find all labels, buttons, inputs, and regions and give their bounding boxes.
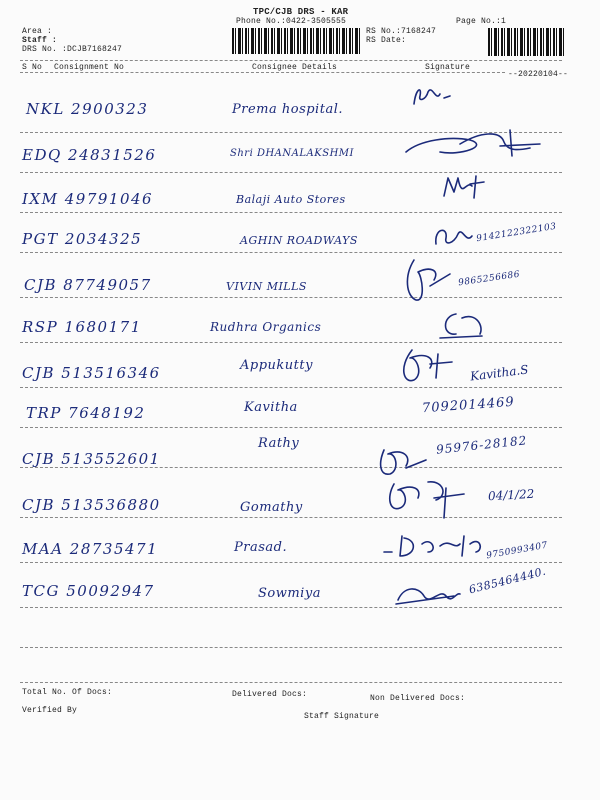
consignee-name: AGHIN ROADWAYS <box>240 234 358 247</box>
consignee-name: Kavitha <box>244 400 298 415</box>
signature-mark <box>432 222 482 252</box>
row-rule <box>20 252 562 253</box>
consignee-name: VIVIN MILLS <box>226 280 307 293</box>
consignee-name: Prema hospital. <box>232 102 343 117</box>
signature-mark <box>400 126 550 166</box>
phone-note: 7092014469 <box>421 394 516 417</box>
consignee-name: Rathy <box>258 436 300 451</box>
consignment-number: CJB 513552601 <box>22 450 161 468</box>
total-docs-label: Total No. Of Docs: <box>22 688 113 697</box>
row-rule <box>20 342 562 343</box>
recipient-note: Kavitha.S <box>469 362 530 384</box>
consignee-name: Shri DHANALAKSHMI <box>230 148 354 159</box>
consignment-number: CJB 513516346 <box>22 364 161 382</box>
verified-by-label: Verified By <box>22 706 78 715</box>
signature-mark <box>376 444 436 480</box>
row-rule <box>20 212 562 213</box>
signature-mark <box>380 530 490 560</box>
date-code: --20220104-- <box>508 70 569 79</box>
document-title: TPC/CJB DRS - KAR <box>253 7 349 17</box>
phone-note: 9750993407 <box>485 540 549 562</box>
row-rule <box>20 562 562 563</box>
consignment-number: IXM 49791046 <box>22 190 154 208</box>
row-rule <box>20 297 562 298</box>
drs-number: DRS No. :DCJB7168247 <box>22 45 123 54</box>
signature-mark <box>396 346 466 386</box>
phone-note: 9142122322103 <box>475 221 558 245</box>
consignee-name: Sowmiya <box>258 586 321 601</box>
signature-mark <box>384 478 484 522</box>
rs-barcode <box>488 28 564 56</box>
consignment-number: RSP 1680171 <box>22 318 142 336</box>
col-sno: S No <box>22 63 43 72</box>
drs-barcode-lower <box>232 44 360 54</box>
consignment-number: NKL 2900323 <box>26 100 149 118</box>
signature-mark <box>394 582 464 610</box>
page-number: Page No.:1 <box>456 17 507 26</box>
area-label: Area : <box>22 27 53 36</box>
phone-note: 6385464440. <box>467 564 548 597</box>
consignee-name: Rudhra Organics <box>210 320 322 334</box>
phone-note: 95976-28182 <box>435 433 528 457</box>
row-rule <box>20 387 562 388</box>
consignment-number: TCG 50092947 <box>22 582 155 600</box>
phone-note: 9865256686 <box>457 269 521 289</box>
staff-label: Staff : <box>22 36 58 45</box>
header-bottom-rule <box>20 72 505 73</box>
row-rule <box>20 427 562 428</box>
consignment-number: EDQ 24831526 <box>22 146 157 164</box>
consignment-number: MAA 28735471 <box>22 540 159 558</box>
rs-number: RS No.:7168247 <box>366 27 437 36</box>
row-rule <box>20 682 562 683</box>
consignee-name: Gomathy <box>240 500 303 515</box>
consignment-number: CJB 87749057 <box>24 276 152 294</box>
col-consignee: Consignee Details <box>252 63 338 72</box>
consignee-name: Prasad. <box>234 540 288 555</box>
staff-signature-label: Staff Signature <box>304 712 380 721</box>
row-rule <box>20 647 562 648</box>
row-rule <box>20 607 562 608</box>
consignee-name: Appukutty <box>240 358 313 373</box>
consignment-number: CJB 513536880 <box>22 496 161 514</box>
consignment-number: PGT 2034325 <box>22 230 143 248</box>
header-top-rule <box>20 60 562 61</box>
signature-mark <box>440 170 500 204</box>
signature-mark <box>400 256 460 306</box>
signature-mark <box>436 308 486 342</box>
col-signature: Signature <box>425 63 471 72</box>
date-note: 04/1/22 <box>487 486 535 504</box>
consignee-name: Balaji Auto Stores <box>236 193 346 206</box>
col-consignment: Consignment No <box>54 63 125 72</box>
signature-mark <box>410 82 470 112</box>
delivered-docs-label: Delivered Docs: <box>232 690 308 699</box>
rs-date-label: RS Date: <box>366 36 407 45</box>
phone-number: Phone No.:0422-3505555 <box>236 17 347 26</box>
consignment-number: TRP 7648192 <box>26 404 146 422</box>
non-delivered-docs-label: Non Delivered Docs: <box>370 694 466 703</box>
